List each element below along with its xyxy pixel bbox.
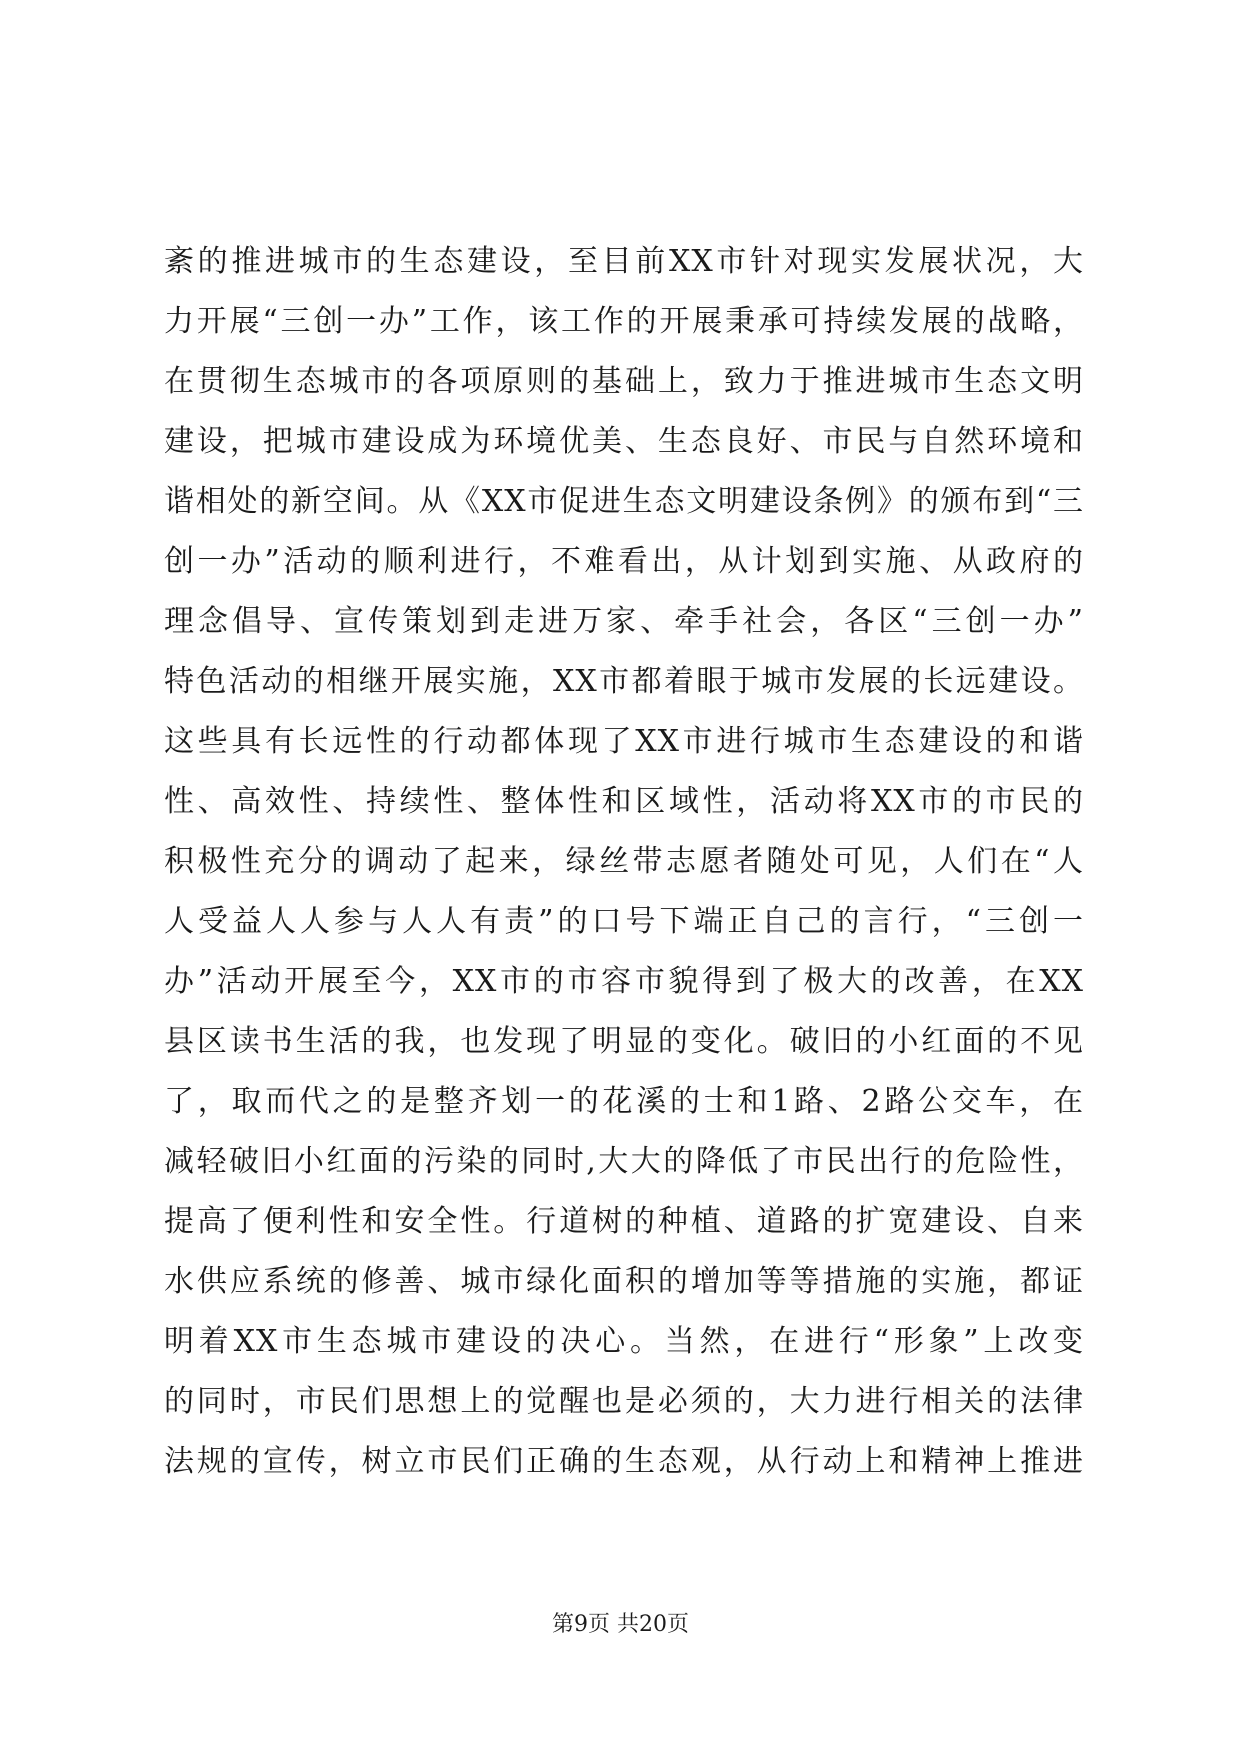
text-line: 的同时，市民们思想上的觉醒也是必须的，大力进行相关的法律	[164, 1384, 1084, 1419]
text-line: 人受益人人参与人人有责”的口号下端正自己的言行，“三创一	[164, 904, 1084, 939]
text-line: 了，取而代之的是整齐划一的花溪的士和1路、2路公交车，在	[164, 1084, 1084, 1119]
text-line: 提高了便利性和安全性。行道树的种植、道路的扩宽建设、自来	[164, 1204, 1084, 1239]
text-line: 办”活动开展至今，XX市的市容市貌得到了极大的改善，在XX	[164, 964, 1084, 999]
text-line: 在贯彻生态城市的各项原则的基础上，致力于推进城市生态文明	[164, 364, 1084, 399]
text-line: 法规的宣传，树立市民们正确的生态观，从行动上和精神上推进	[164, 1444, 1084, 1479]
text-line: 水供应系统的修善、城市绿化面积的增加等等措施的实施，都证	[164, 1264, 1084, 1299]
page-number-footer: 第9页 共20页	[552, 1612, 689, 1637]
text-line: 建设，把城市建设成为环境优美、生态良好、市民与自然环境和	[164, 424, 1084, 459]
text-line: 县区读书生活的我，也发现了明显的变化。破旧的小红面的不见	[164, 1024, 1084, 1059]
text-line: 明着XX市生态城市建设的决心。当然，在进行“形象”上改变	[164, 1324, 1084, 1359]
body-paragraph	[164, 232, 1084, 1492]
text-line: 紊的推进城市的生态建设，至目前XX市针对现实发展状况，大	[164, 244, 1084, 279]
text-line: 性、高效性、持续性、整体性和区域性，活动将XX市的市民的	[164, 784, 1084, 819]
text-line: 特色活动的相继开展实施，XX市都着眼于城市发展的长远建设。	[164, 664, 1084, 699]
text-line: 谐相处的新空间。从《XX市促进生态文明建设条例》的颁布到“三	[164, 484, 1084, 519]
text-line: 这些具有长远性的行动都体现了XX市进行城市生态建设的和谐	[164, 724, 1084, 759]
text-line: 创一办”活动的顺利进行，不难看出，从计划到实施、从政府的	[164, 544, 1084, 579]
text-line: 理念倡导、宣传策划到走进万家、牵手社会，各区“三创一办”	[164, 604, 1084, 639]
text-line: 积极性充分的调动了起来，绿丝带志愿者随处可见，人们在“人	[164, 844, 1084, 879]
text-line: 减轻破旧小红面的污染的同时,大大的降低了市民出行的危险性，	[164, 1144, 1084, 1179]
text-line: 力开展“三创一办”工作，该工作的开展秉承可持续发展的战略，	[164, 304, 1084, 339]
